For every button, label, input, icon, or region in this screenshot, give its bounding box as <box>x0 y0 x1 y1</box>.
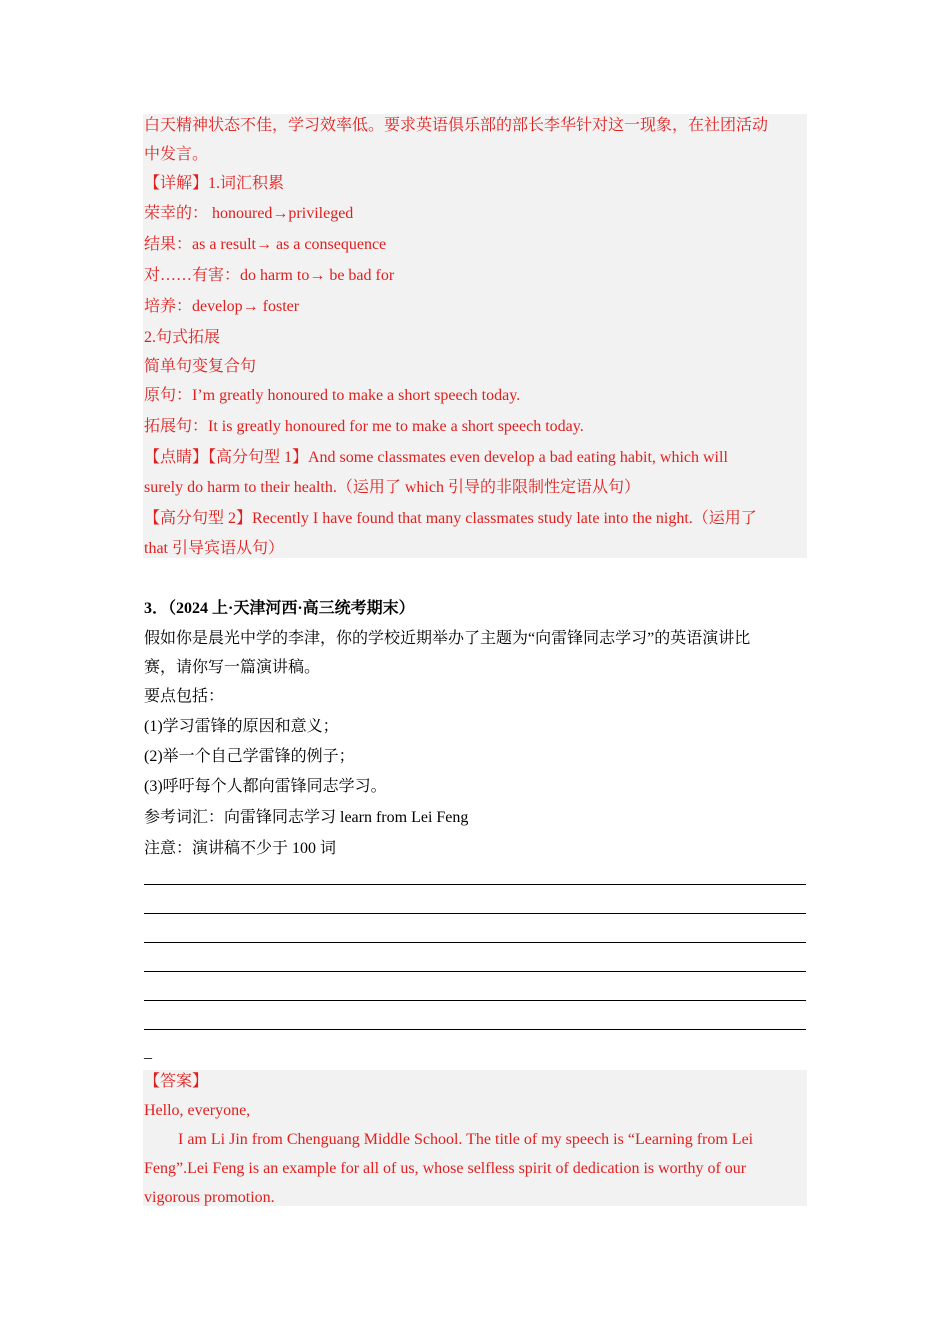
question-number: 3．（2024 上·天津河西·高三统考期末） <box>144 600 415 617</box>
point-item: (2)举一个自己学雷锋的例子； <box>144 748 355 765</box>
question-prompt-line2: 赛，请你写一篇演讲稿。 <box>144 659 321 676</box>
point-item: (3)呼吁每个人都向雷锋同志学习。 <box>144 778 387 795</box>
analysis-intro-line1: 白天精神状态不佳，学习效率低。要求英语俱乐部的部长李华针对这一现象，在社团活动 <box>144 117 769 134</box>
detail-heading: 【详解】1.词汇积累 <box>144 175 285 192</box>
trailing-underscore: _ <box>144 1044 152 1061</box>
answer-line[interactable] <box>144 1029 806 1030</box>
answer-paragraph-line2: Feng”.Lei Feng is an example for all of us, whose selfless spirit of dedication is worthy of our <box>144 1160 747 1177</box>
highlight2-line1: 【高分句型 2】Recently I have found that many classmates study late into the night.（运用了 <box>144 510 757 527</box>
sentence-heading: 2.句式拓展 <box>144 329 221 346</box>
answer-line[interactable] <box>144 971 806 972</box>
analysis-intro-line2: 中发言。 <box>144 146 209 163</box>
highlight1-line1: 【点睛】【高分句型 1】And some classmates even develop a bad eating habit, which will <box>144 449 728 466</box>
extended-sentence: 拓展句：It is greatly honoured for me to make a short speech today. <box>144 418 584 435</box>
answer-line[interactable] <box>144 942 806 943</box>
answer-line[interactable] <box>144 1000 806 1001</box>
question-prompt-line1: 假如你是晨光中学的李津，你的学校近期举办了主题为“向雷锋同志学习”的英语演讲比 <box>144 630 751 647</box>
answer-paragraph-line1: I am Li Jin from Chenguang Middle School. The title of my speech is “Learning from Lei <box>178 1131 754 1148</box>
answer-greeting: Hello, everyone, <box>144 1102 251 1119</box>
reference-vocab: 参考词汇：向雷锋同志学习 learn from Lei Feng <box>144 809 469 826</box>
original-sentence: 原句：I’m greatly honoured to make a short speech today. <box>144 387 521 404</box>
answer-label: 【答案】 <box>144 1073 209 1090</box>
vocab-item: 对……有害：do harm to→ be bad for <box>144 267 395 284</box>
highlight1-line2: surely do harm to their health.（运用了 which 引导的非限制性定语从句） <box>144 479 640 496</box>
word-count-note: 注意：演讲稿不少于 100 词 <box>144 840 337 857</box>
vocab-item: 培养：develop→ foster <box>144 298 300 315</box>
vocab-item: 结果：as a result→ as a consequence <box>144 236 387 253</box>
answer-paragraph-line3: vigorous promotion. <box>144 1189 275 1206</box>
answer-line[interactable] <box>144 884 806 885</box>
answer-line[interactable] <box>144 913 806 914</box>
highlight2-line2: that 引导宾语从句） <box>144 540 284 557</box>
points-label: 要点包括： <box>144 688 225 705</box>
sentence-subheading: 简单句变复合句 <box>144 358 257 375</box>
vocab-item: 荣幸的： honoured→privileged <box>144 205 354 222</box>
point-item: (1)学习雷锋的原因和意义； <box>144 718 339 735</box>
